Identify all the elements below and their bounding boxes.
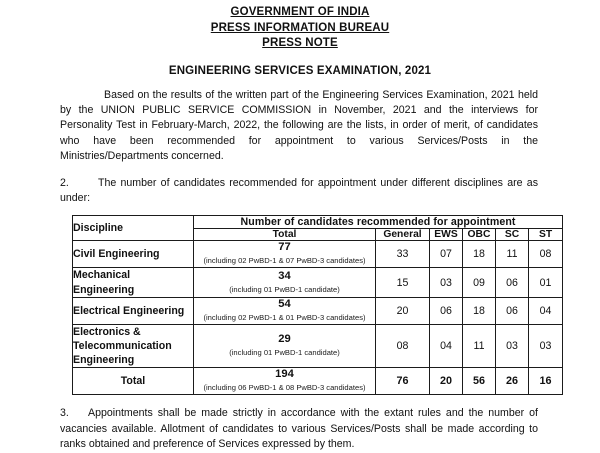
paragraph-two-number: 2.	[60, 176, 69, 189]
table-total-row	[73, 368, 563, 395]
cell-total-note: (including 01 PwBD-1 candidate)	[229, 284, 340, 294]
header-st: ST	[529, 229, 563, 241]
cell-general: 76	[376, 368, 430, 395]
paragraph-three-number: 3.	[60, 407, 69, 420]
cell-total-note: (including 02 PwBD-1 & 01 PwBD-3 candidates)	[203, 312, 366, 322]
cell-sc: 06	[496, 268, 529, 297]
cell-sc: 03	[496, 324, 529, 368]
table-header-row-1	[73, 216, 563, 229]
cell-obc: 18	[463, 241, 496, 268]
exam-title: ENGINEERING SERVICES EXAMINATION, 2021	[168, 64, 432, 77]
paragraph-three-text: Appointments shall be made strictly in accordance with the extant rules and the number of vacancies available. Allotment of candidates to various Services/Posts shall be made according to ranks obtained and preference of Services expressed by them.	[60, 407, 538, 451]
cell-total	[194, 297, 376, 324]
paragraph-two-text: The number of candidates recommended for appointment under different disciplines are as under:	[60, 176, 538, 204]
paragraph-two	[60, 176, 538, 207]
cell-total-note: (including 06 PwBD-1 & 08 PwBD-3 candidates)	[203, 383, 366, 393]
cell-general: 33	[376, 241, 430, 268]
cell-total-note: (including 02 PwBD-1 & 07 PwBD-3 candidates)	[203, 256, 366, 266]
cell-total	[194, 368, 376, 395]
cell-total-note: (including 01 PwBD-1 candidate)	[229, 348, 340, 358]
cell-discipline: Civil Engineering	[73, 241, 194, 268]
cell-discipline: Electronics & Telecommunication Engineering	[73, 324, 194, 368]
cell-total	[194, 268, 376, 297]
cell-general: 20	[376, 297, 430, 324]
cell-total-value: 54	[278, 297, 291, 310]
masthead-line-press-note: PRESS NOTE	[262, 37, 338, 49]
cell-total-value: 77	[278, 241, 291, 254]
cell-total-value: 194	[275, 368, 294, 381]
paragraph-three	[60, 406, 538, 452]
cell-total-value: 29	[278, 333, 291, 346]
cell-st: 04	[529, 297, 563, 324]
cell-st: 01	[529, 268, 563, 297]
cell-general: 08	[376, 324, 430, 368]
masthead-line-bureau: PRESS INFORMATION BUREAU	[210, 21, 390, 34]
cell-ews: 06	[430, 297, 463, 324]
cell-st: 08	[529, 241, 563, 268]
masthead	[0, 0, 600, 52]
candidates-table-wrapper	[72, 215, 553, 395]
table-row	[73, 297, 563, 324]
cell-total-value: 34	[278, 269, 291, 282]
table-head	[73, 216, 563, 241]
cell-total	[194, 241, 376, 268]
masthead-line-government: GOVERNMENT OF INDIA	[230, 6, 370, 18]
cell-total	[194, 324, 376, 368]
cell-ews: 07	[430, 241, 463, 268]
header-discipline: Discipline	[73, 216, 194, 241]
header-total: Total	[194, 229, 376, 241]
cell-general: 15	[376, 268, 430, 297]
header-general: General	[376, 229, 430, 241]
cell-discipline: Electrical Engineering	[73, 297, 194, 324]
header-sc: SC	[496, 229, 529, 241]
cell-obc: 56	[463, 368, 496, 395]
candidates-table	[72, 215, 563, 395]
cell-ews: 20	[430, 368, 463, 395]
header-ews: EWS	[430, 229, 463, 241]
cell-sc: 11	[496, 241, 529, 268]
cell-obc: 18	[463, 297, 496, 324]
cell-st: 03	[529, 324, 563, 368]
cell-sc: 26	[496, 368, 529, 395]
paragraph-intro: Based on the results of the written part of the Engineering Services Examination, 2021 held by the UNION PUBLIC SERVICE COMMISSION in November, 2021 and the interviews for Personality Test in February-March, 2022, the following are the lists, in order of merit, of candidates who have been recommended for appointment to various Services/Posts in the Ministries/Departments concerned.	[60, 88, 538, 163]
cell-obc: 09	[463, 268, 496, 297]
table-row	[73, 241, 563, 268]
table-row	[73, 268, 563, 297]
table-row	[73, 324, 563, 368]
header-obc: OBC	[463, 229, 496, 241]
cell-sc: 06	[496, 297, 529, 324]
cell-discipline-total: Total	[73, 368, 194, 395]
cell-ews: 04	[430, 324, 463, 368]
cell-obc: 11	[463, 324, 496, 368]
header-span-label: Number of candidates recommended for appointment	[194, 216, 563, 229]
cell-discipline: Mechanical Engineering	[73, 268, 194, 297]
cell-ews: 03	[430, 268, 463, 297]
cell-st: 16	[529, 368, 563, 395]
table-body	[73, 241, 563, 395]
